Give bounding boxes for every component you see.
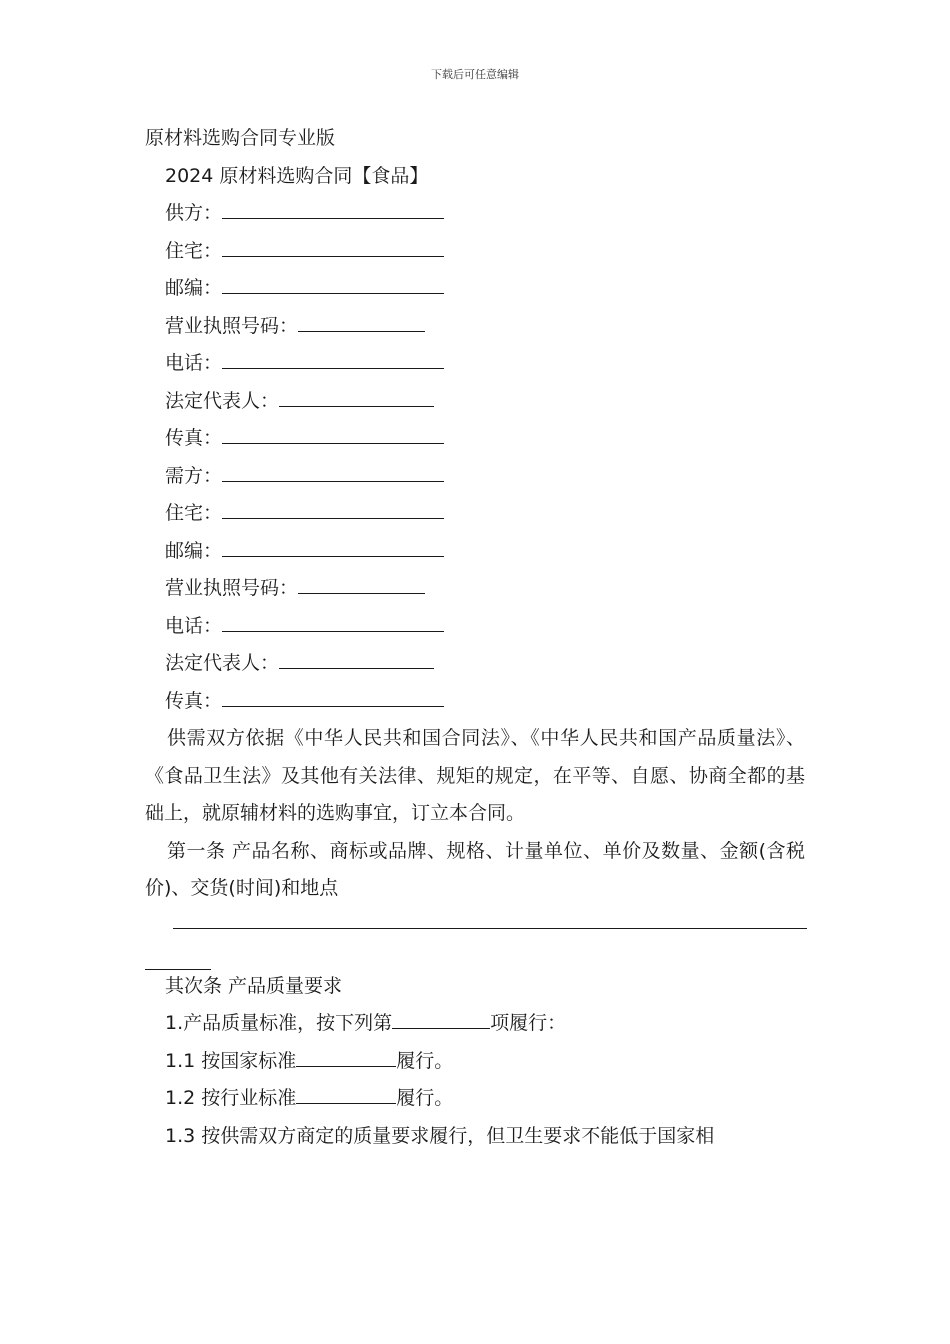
article-2-item-1-2: 1.2 按行业标准 履行。 [165,1087,454,1109]
blank-line [222,463,444,482]
blank-line [279,650,434,669]
document-title: 原材料选购合同专业版 [145,127,336,149]
blank-line [222,200,444,219]
supplier-postcode-field: 邮编： [145,270,805,308]
blank-line [222,425,444,444]
document-subtitle: 2024 原材料选购合同【食品】 [165,164,429,187]
blank-line [222,688,444,707]
article-2-item-1: 1.产品质量标准，按下列第 项履行： [165,1012,567,1034]
supplier-address-field: 住宅： [145,233,805,271]
article-1-blank [145,908,805,968]
blank-line [222,613,444,632]
blank-line [222,238,444,257]
buyer-name-field: 需方： [145,458,805,496]
article-1-heading: 第一条 产品名称、商标或品牌、规格、计量单位、单价及数量、金额(含税价)、交货(时间)和地点 [145,839,805,899]
supplier-name-field: 供方： [145,195,805,233]
blank-line [222,500,444,519]
supplier-fax-field: 传真： [145,420,805,458]
supplier-representative-field: 法定代表人： [145,383,805,421]
buyer-representative-field: 法定代表人： [145,645,805,683]
blank-line [298,575,425,594]
article-2-heading: 其次条 产品质量要求 [165,974,343,997]
buyer-fax-field: 传真： [145,683,805,721]
buyer-license-field: 营业执照号码： [145,570,805,608]
article-2-item-1-3: 1.3 按供需双方商定的质量要求履行，但卫生要求不能低于国家相 [165,1124,715,1147]
blank-line [222,275,444,294]
supplier-license-field: 营业执照号码： [145,308,805,346]
blank-line [298,313,425,332]
page-header: 下载后可任意编辑 [431,68,519,81]
buyer-address-field: 住宅： [145,495,805,533]
blank-line [173,928,807,929]
blank-line [222,350,444,369]
document-body [145,120,805,1155]
blank-line [222,538,444,557]
article-2-item-1-1: 1.1 按国家标准 履行。 [165,1049,454,1072]
buyer-phone-field: 电话： [145,608,805,646]
blank-line [296,1085,396,1104]
supplier-phone-field: 电话： [145,345,805,383]
blank-line [392,1010,490,1029]
blank-line [279,388,434,407]
blank-line [145,969,211,970]
intro-paragraph: 供需双方依据《中华人民共和国合同法》、《中华人民共和国产品质量法》、《食品卫生法》及其他有关法律、规矩的规定，在平等、自愿、协商全都的基础上，就原辅材料的选购事宜，订立本合同。 [145,727,805,824]
blank-line [296,1048,396,1067]
buyer-postcode-field: 邮编： [145,533,805,571]
